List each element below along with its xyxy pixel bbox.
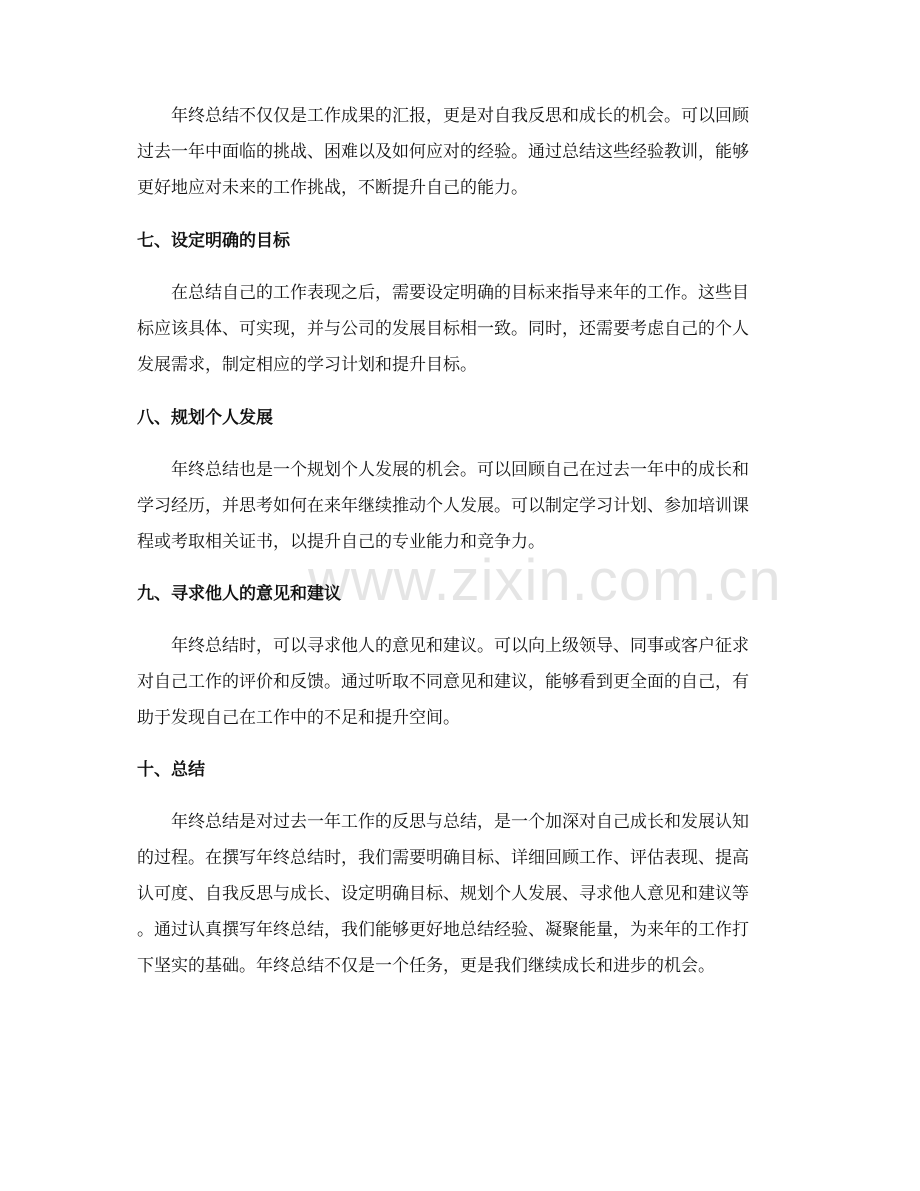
section-heading-9: 九、寻求他人的意见和建议	[137, 584, 341, 604]
paragraph-reflection	[137, 98, 749, 206]
paragraph-line: 在总结自己的工作表现之后，需要设定明确的目标来指导来年的工作。这些目	[171, 283, 749, 303]
paragraph-line: 发展需求，制定相应的学习计划和提升目标。	[137, 355, 477, 375]
paragraph-line: 。通过认真撰写年终总结，我们能够更好地总结经验、凝聚能量，为来年的工作打	[137, 920, 749, 940]
paragraph-line: 学习经历，并思考如何在来年继续推动个人发展。可以制定学习计划、参加培训课	[137, 496, 749, 516]
paragraph-goals	[137, 275, 749, 383]
paragraph-line: 下坚实的基础。年终总结不仅是一个任务，更是我们继续成长和进步的机会。	[137, 956, 715, 976]
paragraph-line: 标应该具体、可实现，并与公司的发展目标相一致。同时，还需要考虑自己的个人	[137, 319, 749, 339]
paragraph-line: 助于发现自己在工作中的不足和提升空间。	[137, 708, 460, 728]
paragraph-line: 程或考取相关证书，以提升自己的专业能力和竞争力。	[137, 532, 545, 552]
paragraph-line: 过去一年中面临的挑战、困难以及如何应对的经验。通过总结这些经验教训，能够	[137, 142, 749, 162]
paragraph-personal-development	[137, 452, 749, 560]
paragraph-line: 的过程。在撰写年终总结时，我们需要明确目标、详细回顾工作、评估表现、提高	[137, 848, 749, 868]
paragraph-line: 更好地应对未来的工作挑战，不断提升自己的能力。	[137, 178, 528, 198]
paragraph-line: 年终总结也是一个规划个人发展的机会。可以回顾自己在过去一年中的成长和	[171, 460, 749, 480]
section-heading-7: 七、设定明确的目标	[137, 231, 290, 251]
paragraph-line: 对自己工作的评价和反馈。通过听取不同意见和建议，能够看到更全面的自己，有	[137, 672, 749, 692]
paragraph-line: 年终总结时，可以寻求他人的意见和建议。可以向上级领导、同事或客户征求	[171, 636, 749, 656]
section-heading-10: 十、总结	[137, 760, 205, 780]
paragraph-feedback	[137, 628, 749, 736]
section-heading-8: 八、规划个人发展	[137, 408, 273, 428]
paragraph-line: 年终总结不仅仅是工作成果的汇报，更是对自我反思和成长的机会。可以回顾	[171, 106, 749, 126]
paragraph-summary	[137, 804, 749, 984]
watermark: www.zixin.com.cn	[308, 548, 782, 613]
paragraph-line: 年终总结是对过去一年工作的反思与总结，是一个加深对自己成长和发展认知	[171, 812, 749, 832]
paragraph-line: 认可度、自我反思与成长、设定明确目标、规划个人发展、寻求他人意见和建议等	[137, 884, 749, 904]
